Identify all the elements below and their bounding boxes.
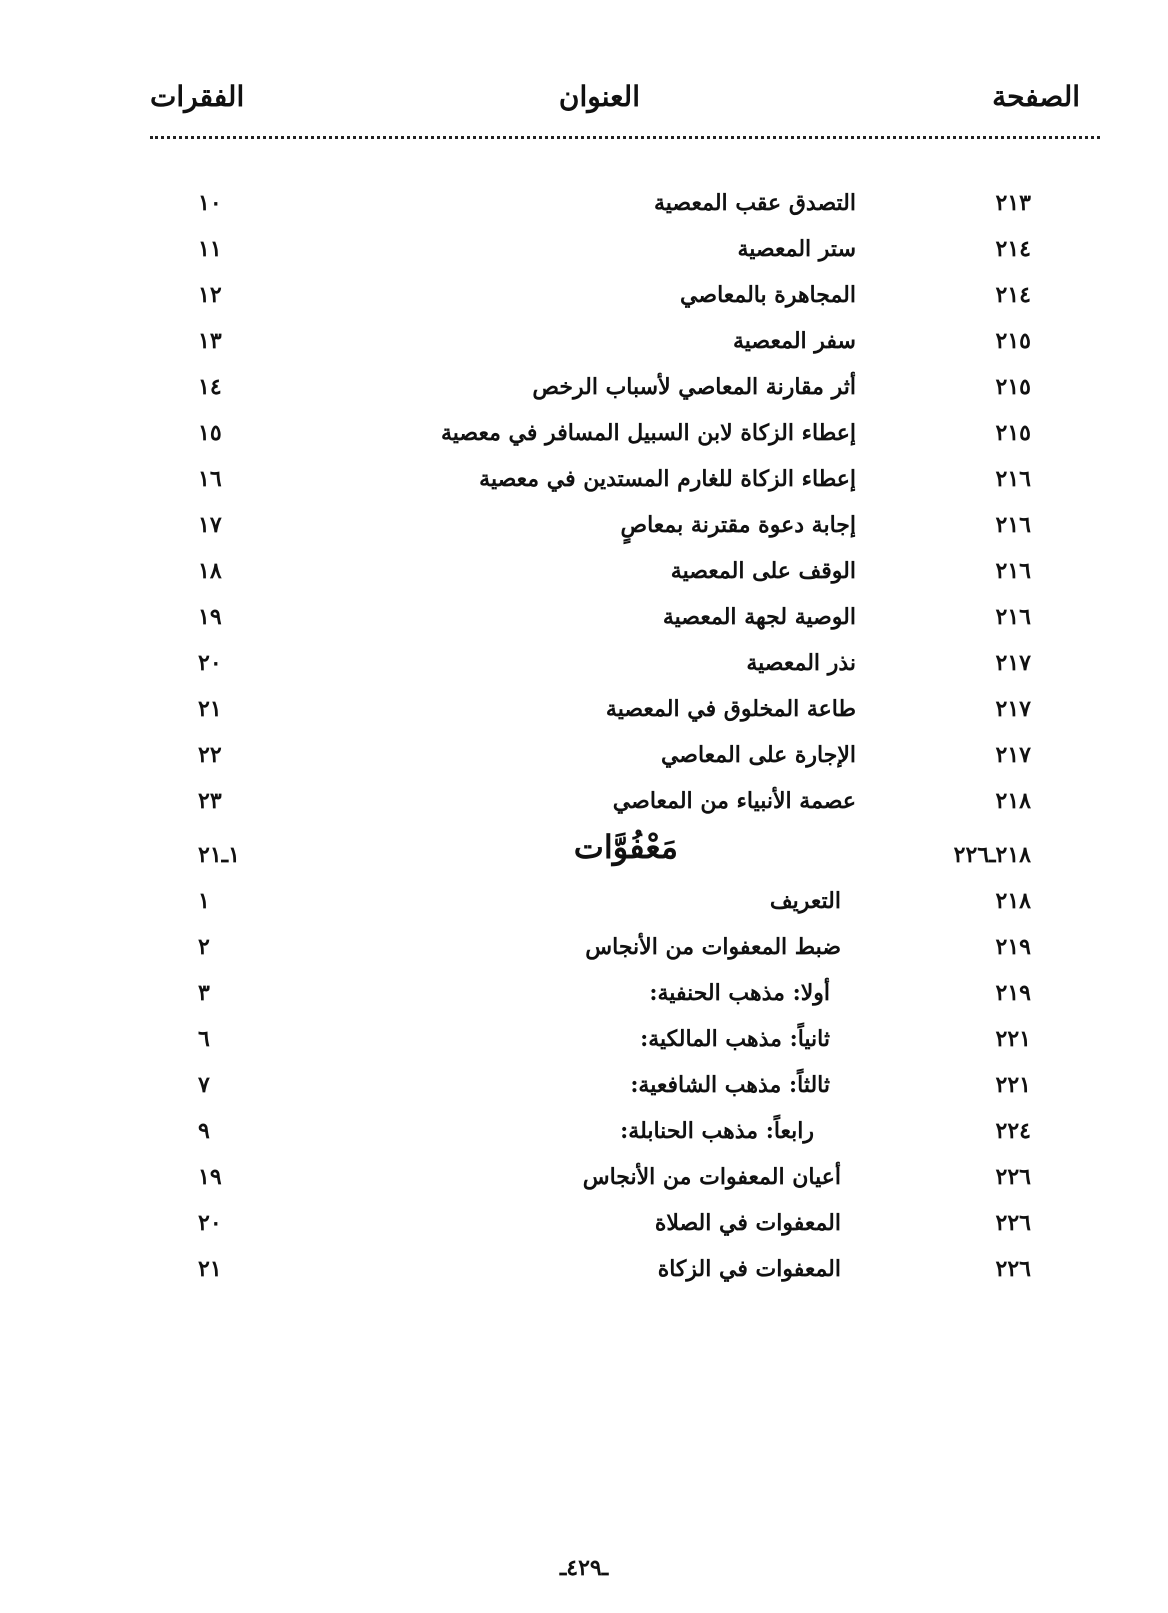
toc-paragraph-number: ٢٣ [198,788,222,814]
toc-row [0,368,1168,414]
toc-paragraph-number: ٢٢ [198,742,222,768]
toc-row [0,1158,1168,1204]
toc-paragraph-number: ٢٠ [198,650,222,676]
toc-paragraph-number: ١٩ [198,604,222,630]
section-heading-row [0,828,1168,882]
toc-paragraph-number: ١٧ [198,512,222,538]
header-paragraphs: الفقرات [150,80,245,113]
toc-page-number: ٢١٩ [995,980,1031,1006]
toc-paragraph-number: ١٦ [198,466,222,492]
toc-page-number: ٢٢٤ [995,1118,1031,1144]
toc-title: سفر المعصية [732,328,856,354]
toc-title: الوقف على المعصية [670,558,856,584]
toc-paragraph-number: ١٥ [198,420,222,446]
toc-row [0,1204,1168,1250]
toc-row [0,506,1168,552]
toc-paragraph-number: ٣ [198,980,210,1006]
dotted-divider [150,136,1100,139]
toc-row [0,882,1168,928]
toc-title: إعطاء الزكاة لابن السبيل المسافر في معصية [440,420,856,446]
toc-title: أولا: مذهب الحنفية: [649,980,830,1006]
toc-paragraph-number: ١ [198,888,210,914]
toc-title: المعفوات في الزكاة [657,1256,841,1282]
toc-row [0,644,1168,690]
toc-page-number: ٢١٦ [995,604,1031,630]
toc-page-number: ٢١٧ [995,696,1031,722]
toc-paragraph-number: ١٩ [198,1164,222,1190]
toc-row [0,276,1168,322]
toc-page-number: ٢٢٦ [995,1210,1031,1236]
toc-page-number: ٢١٥ [995,374,1031,400]
toc-row [0,460,1168,506]
toc-title: إجابة دعوة مقترنة بمعاصٍ [620,512,856,538]
toc-row [0,184,1168,230]
toc-paragraph-number: ١ـ٢١ [198,842,240,868]
toc-title: التعريف [769,888,841,914]
toc-page-number: ٢٢١ [995,1026,1031,1052]
toc-row [0,552,1168,598]
toc-title: التصدق عقب المعصية [654,190,856,216]
toc-page-number: ٢١٦ [995,512,1031,538]
toc-row [0,322,1168,368]
toc-title: طاعة المخلوق في المعصية [605,696,856,722]
toc-title: ثانياً: مذهب المالكية: [640,1026,830,1052]
toc-paragraph-number: ١٢ [198,282,222,308]
toc-title: ستر المعصية [737,236,856,262]
toc-title: ثالثاً: مذهب الشافعية: [630,1072,830,1098]
toc-paragraph-number: ١٨ [198,558,222,584]
toc-page-number: ٢١٥ [995,328,1031,354]
toc-page-number: ٢١٤ [995,282,1031,308]
toc-paragraph-number: ٢١ [198,1256,222,1282]
toc-page-number: ٢١٣ [995,190,1031,216]
toc-title: الوصية لجهة المعصية [662,604,856,630]
toc-title: رابعاً: مذهب الحنابلة: [620,1118,814,1144]
toc-paragraph-number: ٢٠ [198,1210,222,1236]
toc-title: أعيان المعفوات من الأنجاس [582,1164,841,1190]
toc-title: أثر مقارنة المعاصي لأسباب الرخص [532,374,856,400]
toc-page-number: ٢٢٦ [995,1256,1031,1282]
toc-page-number: ٢١٩ [995,934,1031,960]
toc-row [0,928,1168,974]
toc-page-number: ٢١٦ [995,466,1031,492]
toc-title: الإجارة على المعاصي [660,742,856,768]
toc-paragraph-number: ١٣ [198,328,222,354]
page-number: ـ٤٢٩ـ [559,1555,609,1581]
toc-row [0,736,1168,782]
toc-row [0,414,1168,460]
toc-page-number: ٢١٧ [995,742,1031,768]
toc-paragraph-number: ٧ [198,1072,210,1098]
toc-page-number: ٢١٨ [995,788,1031,814]
toc-title: المجاهرة بالمعاصي [680,282,856,308]
toc-row [0,974,1168,1020]
toc-paragraph-number: ٢١ [198,696,222,722]
toc-page-number: ٢١٨ـ٢٢٦ [953,842,1031,868]
toc-page-number: ٢١٥ [995,420,1031,446]
toc-row [0,1250,1168,1296]
toc-page-number: ٢٢١ [995,1072,1031,1098]
toc-row [0,598,1168,644]
toc-paragraph-number: ٢ [198,934,210,960]
table-header [150,80,1080,130]
toc-row [0,690,1168,736]
toc-title: إعطاء الزكاة للغارم المستدين في معصية [479,466,856,492]
toc-row [0,1066,1168,1112]
toc-paragraph-number: ١٠ [198,190,222,216]
toc-title: ضبط المعفوات من الأنجاس [585,934,841,960]
toc-paragraph-number: ١٤ [198,374,222,400]
toc-row [0,1020,1168,1066]
toc-page-number: ٢١٨ [995,888,1031,914]
toc-title: عصمة الأنبياء من المعاصي [612,788,856,814]
toc-paragraph-number: ١١ [198,236,222,262]
toc-paragraph-number: ٦ [198,1026,210,1052]
toc-row [0,1112,1168,1158]
toc-page-number: ٢٢٦ [995,1164,1031,1190]
toc-page-number: ٢١٧ [995,650,1031,676]
toc-page-number: ٢١٤ [995,236,1031,262]
section-heading: مَعْفُوَّات [573,828,678,866]
toc-paragraph-number: ٩ [198,1118,210,1144]
toc-list [0,184,1168,1296]
toc-row [0,230,1168,276]
header-page: الصفحة [992,80,1080,113]
header-title: العنوان [558,80,640,113]
toc-title: نذر المعصية [746,650,856,676]
toc-title: المعفوات في الصلاة [654,1210,841,1236]
toc-row [0,782,1168,828]
toc-page-number: ٢١٦ [995,558,1031,584]
